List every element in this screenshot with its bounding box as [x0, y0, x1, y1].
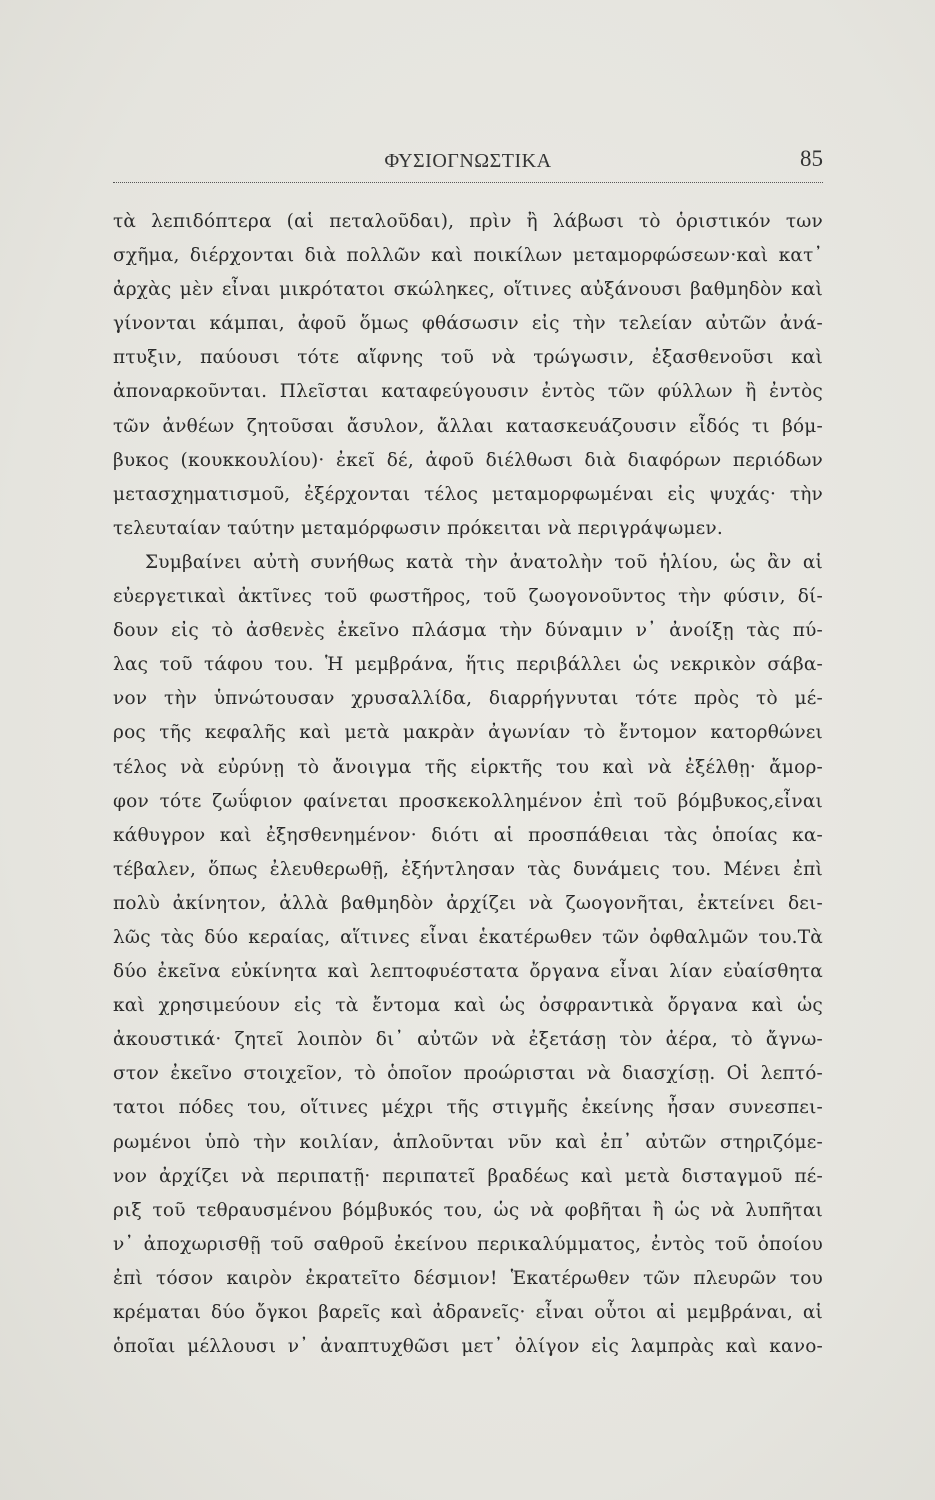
running-title: ΦΥΣΙΟΓΝΩΣΤΙΚΑ	[384, 150, 552, 172]
text-line: στον ἐκεῖνο στοιχεῖον, τὸ ὁποῖον προώρισται νὰ διασχίσῃ. Οἱ λεπτό-	[113, 1063, 823, 1085]
text-line: πτυξιν, παύουσι τότε αἴφνης τοῦ νὰ τρώγωσιν, ἐξασθενοῦσι καὶ	[113, 347, 823, 369]
text-line: ἀρχὰς μὲν εἶναι μικρότατοι σκώληκες, οἵτινες αὐξάνουσι βαθμηδὸν καὶ	[113, 279, 823, 301]
text-line: νον τὴν ὑπνώτουσαν χρυσαλλίδα, διαρρήγνυται τότε πρὸς τὸ μέ-	[113, 688, 823, 710]
text-line: ἐπὶ τόσον καιρὸν ἐκρατεῖτο δέσμιον! Ἑκατέρωθεν τῶν πλευρῶν του	[113, 1267, 823, 1289]
text-line: δύο ἐκεῖνα εὐκίνητα καὶ λεπτοφυέστατα ὄργανα εἶναι λίαν εὐαίσθητα	[113, 961, 823, 983]
text-line: εὐεργετικαὶ ἀκτῖνες τοῦ φωστῆρος, τοῦ ζωογονοῦντος τὴν φύσιν, δί-	[113, 586, 823, 608]
text-line: ὁποῖαι μέλλουσι ν᾽ ἀναπτυχθῶσι μετ᾽ ὀλίγον εἰς λαμπρὰς καὶ κανο-	[113, 1336, 823, 1358]
text-line: βυκος (κουκκουλίου)· ἐκεῖ δέ, ἀφοῦ διέλθωσι διὰ διαφόρων περιόδων	[113, 449, 823, 471]
text-line: λας τοῦ τάφου του. Ἡ μεμβράνα, ἥτις περιβάλλει ὡς νεκρικὸν σάβα-	[113, 654, 823, 676]
text-line: δουν εἰς τὸ ἀσθενὲς ἐκεῖνο πλάσμα τὴν δύναμιν ν᾽ ἀνοίξῃ τὰς πύ-	[113, 620, 823, 642]
text-line: καὶ χρησιμεύουν εἰς τὰ ἔντομα καὶ ὡς ὀσφραντικὰ ὄργανα καὶ ὡς	[113, 995, 823, 1017]
paragraph-start-line: Συμβαίνει αὐτὴ συνήθως κατὰ τὴν ἀνατολὴν τοῦ ἡλίου, ὡς ἂν αἱ	[145, 551, 823, 573]
page-number: 85	[800, 146, 823, 171]
text-line: λῶς τὰς δύο κεραίας, αἵτινες εἶναι ἑκατέρωθεν τῶν ὀφθαλμῶν του.Τὰ	[113, 926, 823, 948]
text-line: ἀκουστικά· ζητεῖ λοιπὸν δι᾽ αὐτῶν νὰ ἐξετάσῃ τὸν ἀέρα, τὸ ἄγνω-	[113, 1029, 823, 1051]
text-line: ριξ τοῦ τεθραυσμένου βόμβυκός του, ὡς νὰ φοβῆται ἢ ὡς νὰ λυπῆται	[113, 1199, 823, 1221]
text-line: τέλος νὰ εὐρύνῃ τὸ ἄνοιγμα τῆς εἱρκτῆς του καὶ νὰ ἐξέλθῃ· ἄμορ-	[113, 756, 823, 778]
body-text	[113, 205, 823, 1364]
text-line: νον ἀρχίζει νὰ περιπατῇ· περιπατεῖ βραδέως καὶ μετὰ δισταγμοῦ πέ-	[113, 1165, 823, 1187]
text-line: κάθυγρον καὶ ἐξησθενημένον· διότι αἱ προσπάθειαι τὰς ὁποίας κα-	[113, 824, 823, 846]
text-line: τῶν ἀνθέων ζητοῦσαι ἄσυλον, ἄλλαι κατασκευάζουσιν εἶδός τι βόμ-	[113, 415, 823, 437]
text-line: σχῆμα, διέρχονται διὰ πολλῶν καὶ ποικίλων μεταμορφώσεων·καὶ κατ᾽	[113, 245, 823, 267]
text-line: ν᾽ ἀποχωρισθῇ τοῦ σαθροῦ ἐκείνου περικαλύμματος, ἐντὸς τοῦ ὁποίου	[113, 1233, 823, 1255]
text-line: ρος τῆς κεφαλῆς καὶ μετὰ μακρὰν ἀγωνίαν τὸ ἔντομον κατορθώνει	[113, 722, 823, 744]
text-line: τελευταίαν ταύτην μεταμόρφωσιν πρόκειται νὰ περιγράψωμεν.	[113, 517, 723, 539]
text-line: ρωμένοι ὑπὸ τὴν κοιλίαν, ἁπλοῦνται νῦν καὶ ἐπ᾽ αὐτῶν στηριζόμε-	[113, 1131, 823, 1153]
text-line: ἀποναρκοῦνται. Πλεῖσται καταφεύγουσιν ἐντὸς τῶν φύλλων ἢ ἐντὸς	[113, 381, 823, 403]
text-line: πολὺ ἀκίνητον, ἀλλὰ βαθμηδὸν ἀρχίζει νὰ ζωογονῆται, ἐκτείνει δει-	[113, 892, 823, 914]
text-line: τατοι πόδες του, οἵτινες μέχρι τῆς στιγμῆς ἐκείνης ἦσαν συνεσπει-	[113, 1097, 823, 1119]
text-line: φον τότε ζωΰφιον φαίνεται προσκεκολλημένον ἐπὶ τοῦ βόμβυκος,εἶναι	[113, 790, 823, 812]
text-line: γίνονται κάμπαι, ἀφοῦ ὅμως φθάσωσιν εἰς τὴν τελείαν αὐτῶν ἀνά-	[113, 313, 823, 335]
page-header	[113, 142, 823, 183]
text-line: τέβαλεν, ὅπως ἐλευθερωθῇ, ἐξήντλησαν τὰς δυνάμεις του. Μένει ἐπὶ	[113, 858, 823, 880]
text-line: τὰ λεπιδόπτερα (αἱ πεταλοῦδαι), πρὶν ἢ λάβωσι τὸ ὁριστικόν των	[113, 211, 823, 232]
text-line: μετασχηματισμοῦ, ἐξέρχονται τέλος μεταμορφωμέναι εἰς ψυχάς· τὴν	[113, 483, 823, 505]
text-line: κρέμαται δύο ὄγκοι βαρεῖς καὶ ἀδρανεῖς· εἶναι οὗτοι αἱ μεμβράναι, αἱ	[113, 1302, 823, 1323]
